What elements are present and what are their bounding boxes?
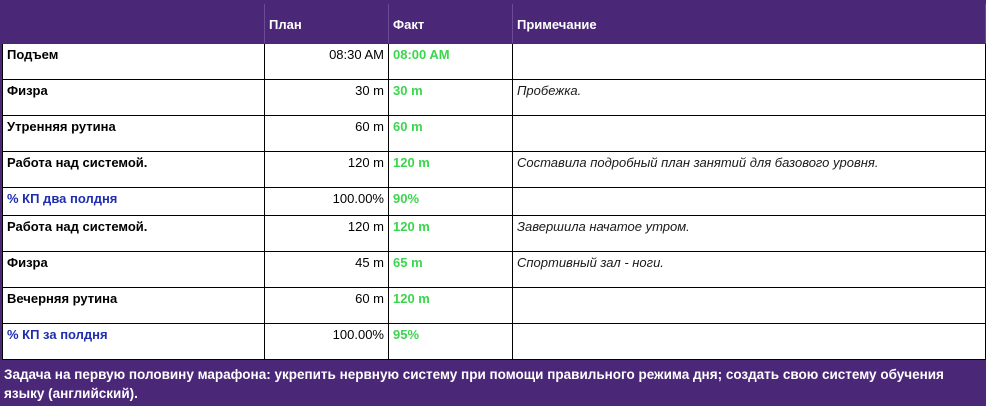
- plan-cell[interactable]: 60 m: [265, 116, 389, 152]
- fact-cell[interactable]: 95%: [389, 324, 513, 360]
- table-row-kpi: [3, 324, 986, 360]
- fact-cell[interactable]: 65 m: [389, 252, 513, 288]
- plan-cell[interactable]: 120 m: [265, 216, 389, 252]
- activity-cell[interactable]: Утренняя рутина: [3, 116, 265, 152]
- header-plan: План: [265, 5, 389, 44]
- fact-cell[interactable]: 30 m: [389, 80, 513, 116]
- plan-cell[interactable]: 100.00%: [265, 324, 389, 360]
- note-cell[interactable]: [513, 116, 986, 152]
- table-row-kpi: [3, 188, 986, 216]
- header-activity: [3, 5, 265, 44]
- fact-cell[interactable]: 120 m: [389, 288, 513, 324]
- fact-cell[interactable]: 60 m: [389, 116, 513, 152]
- plan-cell[interactable]: 08:30 AM: [265, 44, 389, 80]
- table-row: [3, 288, 986, 324]
- table-row: [3, 116, 986, 152]
- plan-cell[interactable]: 30 m: [265, 80, 389, 116]
- note-cell[interactable]: [513, 324, 986, 360]
- table-row: [3, 80, 986, 116]
- activity-cell[interactable]: Подъем: [3, 44, 265, 80]
- marathon-goal-text: Задача на первую половину марафона: укрепить нервную систему при помощи правильного режима дня; создать свою систему обучения языку (английский).: [4, 367, 944, 401]
- plan-cell[interactable]: 100.00%: [265, 188, 389, 216]
- note-cell[interactable]: Составила подробный план занятий для базового уровня.: [513, 152, 986, 188]
- activity-cell[interactable]: % КП за полдня: [3, 324, 265, 360]
- plan-cell[interactable]: 60 m: [265, 288, 389, 324]
- activity-cell[interactable]: Работа над системой.: [3, 216, 265, 252]
- plan-cell[interactable]: 45 m: [265, 252, 389, 288]
- header-note: Примечание: [513, 5, 986, 44]
- fact-cell[interactable]: 120 m: [389, 152, 513, 188]
- plan-cell[interactable]: 120 m: [265, 152, 389, 188]
- note-cell[interactable]: [513, 188, 986, 216]
- activity-cell[interactable]: Работа над системой.: [3, 152, 265, 188]
- fact-cell[interactable]: 08:00 AM: [389, 44, 513, 80]
- note-cell[interactable]: Завершила начатое утром.: [513, 216, 986, 252]
- table-row: [3, 152, 986, 188]
- header-fact: Факт: [389, 5, 513, 44]
- note-cell[interactable]: [513, 288, 986, 324]
- note-cell[interactable]: [513, 44, 986, 80]
- activity-cell[interactable]: Физра: [3, 80, 265, 116]
- activity-cell[interactable]: Физра: [3, 252, 265, 288]
- table-header-row: [3, 5, 986, 44]
- activity-cell[interactable]: Вечерняя рутина: [3, 288, 265, 324]
- activity-cell[interactable]: % КП два полдня: [3, 188, 265, 216]
- note-cell[interactable]: Пробежка.: [513, 80, 986, 116]
- note-cell[interactable]: Спортивный зал - ноги.: [513, 252, 986, 288]
- table-row: [3, 216, 986, 252]
- fact-cell[interactable]: 120 m: [389, 216, 513, 252]
- fact-cell[interactable]: 90%: [389, 188, 513, 216]
- table-row: [3, 252, 986, 288]
- table-row: [3, 44, 986, 80]
- daily-schedule-table: [2, 4, 986, 360]
